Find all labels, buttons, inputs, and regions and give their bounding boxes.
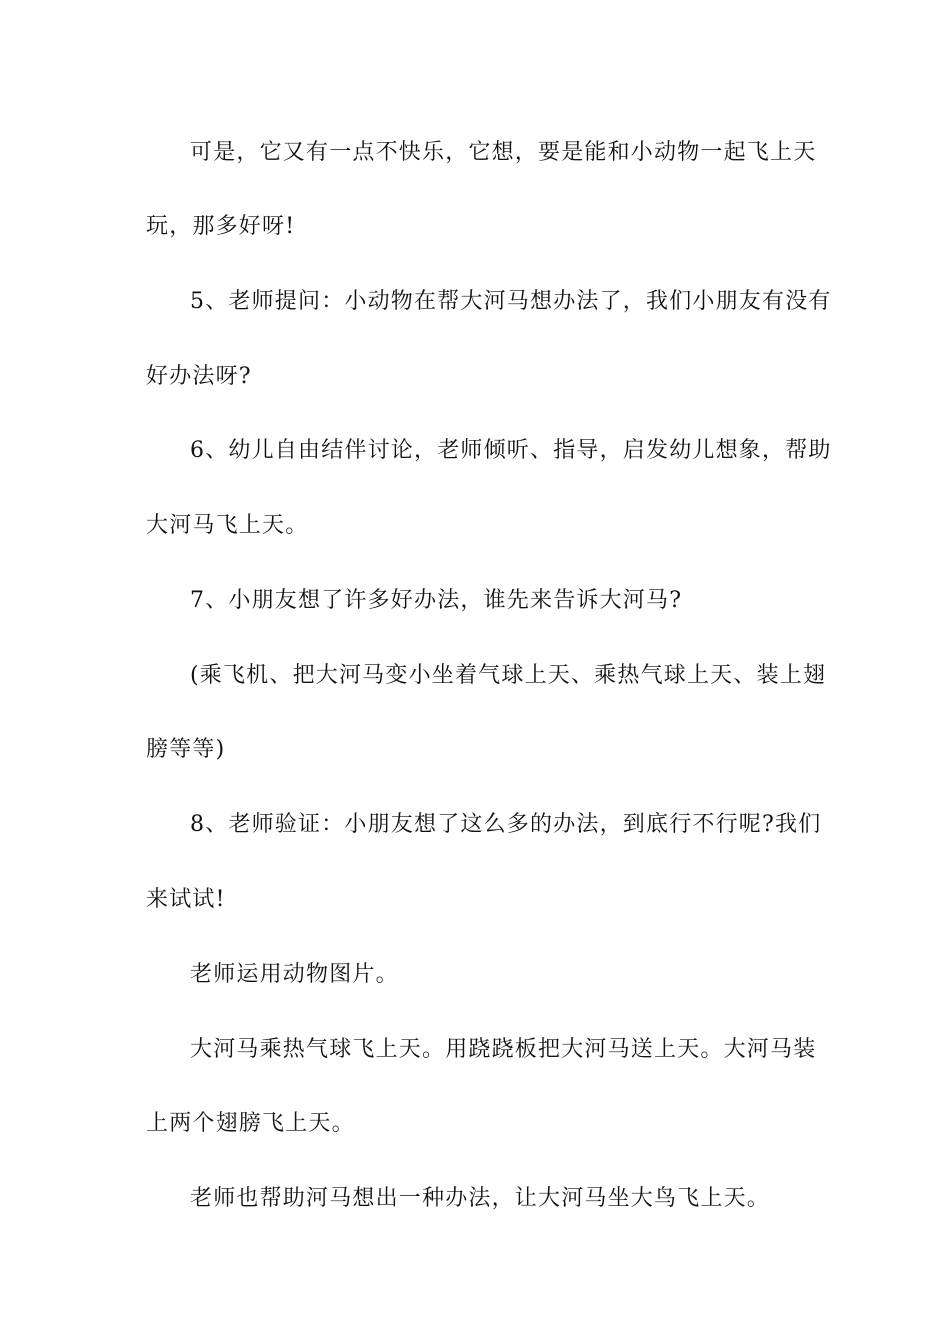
paragraph-line-8: (乘飞机、把大河马变小坐着气球上天、乘热气球上天、装上翅 — [190, 663, 827, 688]
paragraph-line-11: 来试试! — [146, 887, 226, 912]
paragraph-line-10: 8、老师验证：小朋友想了这么多的办法，到底行不行呢?我们 — [190, 812, 822, 837]
paragraph-line-9: 膀等等) — [146, 737, 226, 762]
paragraph-line-6: 大河马飞上天。 — [146, 513, 309, 538]
paragraph-line-13: 大河马乘热气球飞上天。用跷跷板把大河马送上天。大河马装 — [190, 1037, 817, 1062]
paragraph-line-2: 玩，那多好呀! — [146, 214, 296, 239]
paragraph-line-3: 5、老师提问：小动物在帮大河马想办法了，我们小朋友有没有 — [190, 289, 832, 314]
paragraph-line-14: 上两个翅膀飞上天。 — [146, 1111, 355, 1136]
paragraph-line-1: 可是，它又有一点不快乐，它想，要是能和小动物一起飞上天 — [190, 140, 817, 165]
paragraph-line-7: 7、小朋友想了许多好办法，谁先来告诉大河马? — [190, 588, 683, 613]
paragraph-line-4: 好办法呀? — [146, 364, 252, 389]
paragraph-line-5: 6、幼儿自由结伴讨论，老师倾听、指导，启发幼儿想象，帮助 — [190, 438, 832, 463]
paragraph-line-12: 老师运用动物图片。 — [190, 962, 399, 987]
paragraph-line-15: 老师也帮助河马想出一种办法，让大河马坐大鸟飞上天。 — [190, 1186, 771, 1211]
